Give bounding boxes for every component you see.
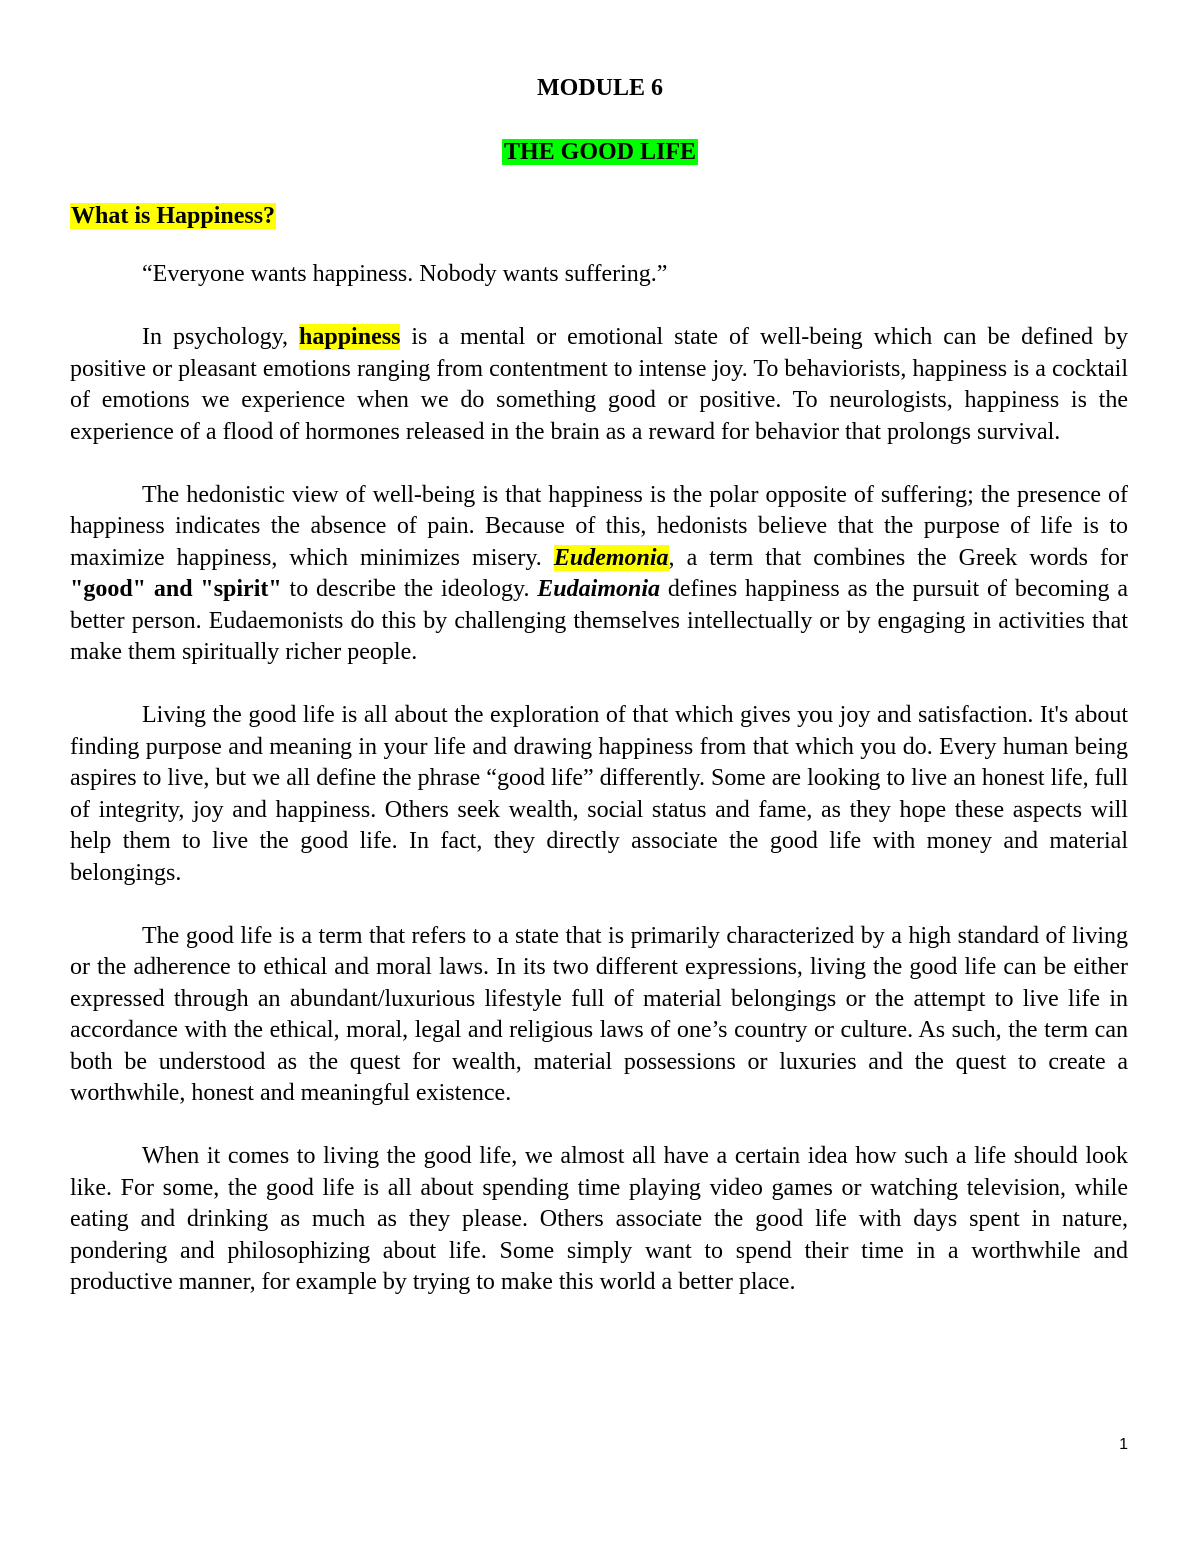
highlight-happiness: happiness [299, 324, 401, 350]
highlight-eudemonia: Eudemonia [553, 544, 669, 571]
bold-italic-eudaimonia: Eudaimonia [537, 576, 661, 602]
bold-good-spirit: "good" and "spirit" [70, 576, 282, 602]
quote-paragraph: “Everyone wants happiness. Nobody wants suffering.” [142, 261, 668, 287]
subtitle-highlight: THE GOOD LIFE [503, 139, 697, 165]
page-number: 1 [1119, 1436, 1128, 1453]
section-heading-wrapper [70, 200, 276, 232]
module-title: MODULE 6 [537, 75, 663, 101]
p2-text-b: , a term that combines the Greek words for [668, 544, 1128, 571]
p1-text-a: In psychology, [142, 324, 300, 350]
p2-text-d: defines happiness as the pursuit of becoming a better person. Eudaemonists do this by challenging themselves intellectually or by engaging in activities that make them spiritually richer people. [70, 576, 1128, 665]
paragraph-4: The good life is a term that refers to a state that is primarily characterized by a high standard of living or the adherence to ethical and moral laws. In its two different expressions, living the good life can be either expressed through an abundant/luxurious lifestyle full of material belongings or the attempt to live life in accordance with the ethical, moral, legal and religious laws of one’s country or culture. As such, the term can both be understood as the quest for wealth, material possessions or luxuries and the quest to create a worthwhile, honest and meaningful existence. [70, 922, 1128, 1106]
paragraph-3: Living the good life is all about the exploration of that which gives you joy and satisfaction. It's about finding purpose and meaning in your life and drawing happiness from that which you do. Every human being aspires to live, but we all define the phrase “good life” differently. Some are looking to live an honest life, full of integrity, joy and happiness. Others seek wealth, social status and fame, as they hope these aspects will help them to live the good life. In fact, they directly associate the good life with money and material belongings. [70, 702, 1128, 886]
section-heading: What is Happiness? [71, 203, 276, 229]
paragraph-2 [70, 480, 1128, 669]
body-text [70, 259, 1128, 1330]
subtitle-wrapper [0, 136, 1200, 168]
paragraph-1 [70, 322, 1128, 448]
paragraph-5: When it comes to living the good life, we almost all have a certain idea how such a life should look like. For some, the good life is all about spending time playing video games or watching television, while eating and drinking as much as they please. Others associate the good life with days spent in nature, pondering and philosophizing about life. Some simply want to spend their time in a worthwhile and productive manner, for example by trying to make this world a better place. [70, 1143, 1128, 1295]
p2-text-c: to describe the ideology. [281, 576, 538, 602]
p1-text-b: is a mental or emotional state of well-being which can be defined by positive or pleasant emotions ranging from contentment to intense joy. To behaviorists, happiness is a cocktail of emotions we experience when we do something good or positive. To neurologists, happiness is the experience of a flood of hormones released in the brain as a reward for behavior that prolongs survival. [70, 324, 1128, 445]
p2-text-a: The hedonistic view of well-being is that happiness is the polar opposite of suffering; the presence of happiness indicates the absence of pain. Because of this, hedonists believe that the purpose of life is to maximize happiness, which minimizes misery. [70, 481, 1128, 571]
